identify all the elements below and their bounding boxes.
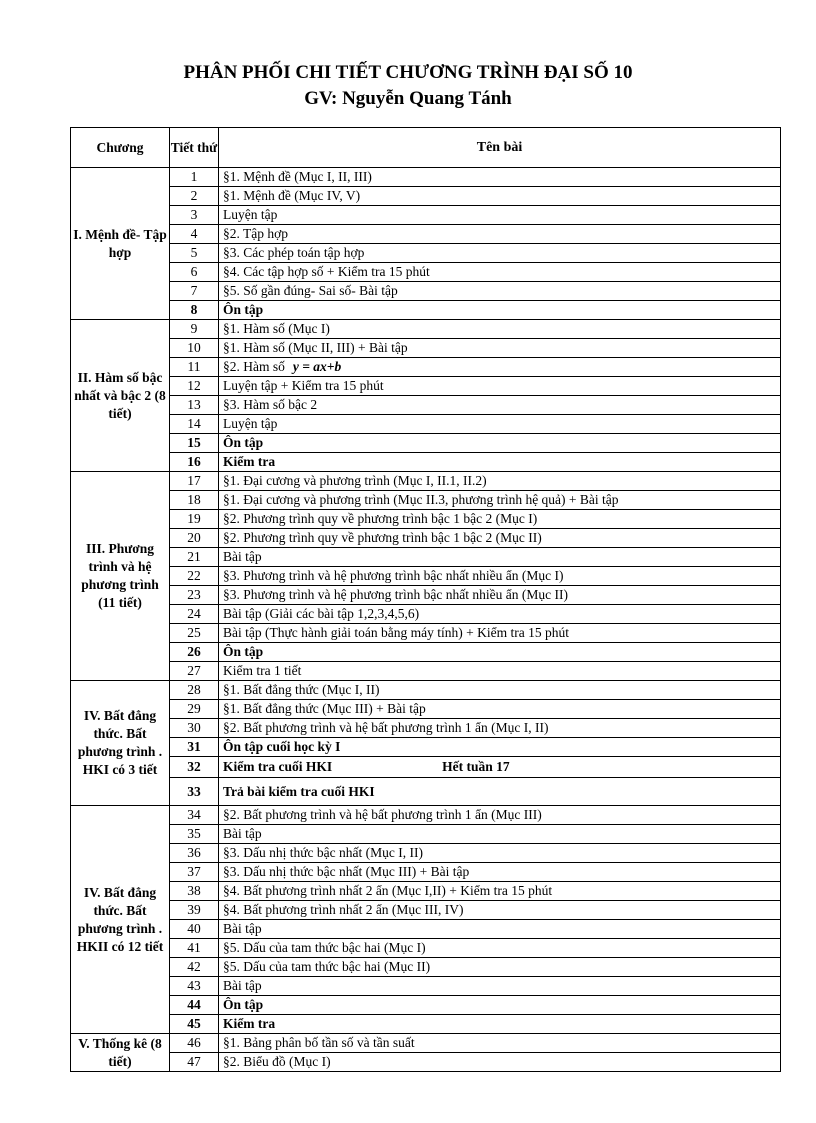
- period-number: 10: [170, 339, 219, 358]
- lesson-title: §3. Phương trình và hệ phương trình bậc nhất nhiều ẩn (Mục I): [223, 568, 564, 583]
- period-number: 37: [170, 863, 219, 882]
- lesson-title: Luyện tập: [223, 416, 278, 431]
- period-number: 11: [170, 358, 219, 377]
- lesson-cell: [219, 206, 781, 225]
- lesson-title: §3. Hàm số bậc 2: [223, 397, 318, 412]
- period-number: 26: [170, 643, 219, 662]
- lesson-title: §4. Bất phương trình nhất 2 ẩn (Mục I,II) + Kiểm tra 15 phút: [223, 883, 553, 898]
- period-number: 36: [170, 844, 219, 863]
- lesson-title: §1. Mệnh đề (Mục IV, V): [223, 188, 361, 203]
- table-row: [71, 757, 781, 778]
- table-row: [71, 263, 781, 282]
- period-number: 25: [170, 624, 219, 643]
- period-number: 27: [170, 662, 219, 681]
- table-row: [71, 396, 781, 415]
- period-number: 9: [170, 320, 219, 339]
- period-number: 20: [170, 529, 219, 548]
- lesson-title: §1. Bất đẳng thức (Mục I, II): [223, 682, 380, 697]
- table-row: [71, 700, 781, 719]
- lesson-cell: [219, 472, 781, 491]
- period-number: 31: [170, 738, 219, 757]
- period-number: 18: [170, 491, 219, 510]
- table-row: [71, 662, 781, 681]
- period-number: 5: [170, 244, 219, 263]
- table-row: [71, 301, 781, 320]
- lesson-cell: [219, 1053, 781, 1072]
- lesson-title: Ôn tập: [223, 644, 264, 659]
- lesson-title: Kiểm tra: [223, 454, 276, 469]
- lesson-cell: [219, 586, 781, 605]
- period-number: 30: [170, 719, 219, 738]
- table-row: [71, 225, 781, 244]
- chapter-name: II. Hàm số bậc nhất và bậc 2 (8 tiết): [71, 320, 170, 472]
- lesson-title: Bài tập: [223, 921, 262, 936]
- table-row: [71, 681, 781, 700]
- period-number: 6: [170, 263, 219, 282]
- lesson-cell: [219, 548, 781, 567]
- lesson-title: §2. Biểu đồ (Mục I): [223, 1054, 331, 1069]
- period-number: 15: [170, 434, 219, 453]
- table-row: [71, 415, 781, 434]
- lesson-cell: [219, 358, 781, 377]
- period-number: 46: [170, 1034, 219, 1053]
- teacher-name: GV: Nguyễn Quang Tánh: [304, 88, 512, 109]
- lesson-cell: [219, 491, 781, 510]
- lesson-cell: [219, 434, 781, 453]
- lesson-title: Kiểm tra cuối HKI: [223, 759, 333, 774]
- table-row: [71, 977, 781, 996]
- lesson-title: Trả bài kiểm tra cuối HKI: [223, 783, 375, 799]
- table-row: [71, 882, 781, 901]
- period-number: 22: [170, 567, 219, 586]
- lesson-cell: [219, 806, 781, 825]
- period-number: 45: [170, 1015, 219, 1034]
- lesson-cell: [219, 719, 781, 738]
- period-number: 17: [170, 472, 219, 491]
- period-number: 8: [170, 301, 219, 320]
- lesson-cell: [219, 225, 781, 244]
- table-row: [71, 472, 781, 491]
- period-number: 42: [170, 958, 219, 977]
- table-row: [71, 548, 781, 567]
- lesson-cell: [219, 396, 781, 415]
- table-row: [71, 187, 781, 206]
- lesson-cell: [219, 662, 781, 681]
- chapter-name: I. Mệnh đề- Tập hợp: [71, 168, 170, 320]
- lesson-note: Hết tuần 17: [442, 759, 510, 774]
- chapter-name: IV. Bất đẳng thức. Bất phương trình . HKI có 3 tiết: [71, 681, 170, 806]
- table-row: [71, 586, 781, 605]
- lesson-cell: [219, 415, 781, 434]
- lesson-title: §2. Bất phương trình và hệ bất phương trình 1 ẩn (Mục III): [223, 807, 542, 822]
- lesson-cell: [219, 339, 781, 358]
- table-row: [71, 282, 781, 301]
- lesson-cell: [219, 681, 781, 700]
- period-number: 32: [170, 757, 219, 778]
- lesson-cell: [219, 263, 781, 282]
- period-number: 29: [170, 700, 219, 719]
- lesson-title: Luyện tập: [223, 207, 278, 222]
- lesson-cell: [219, 844, 781, 863]
- header-chapter: Chương: [71, 128, 170, 168]
- table-row: [71, 624, 781, 643]
- lesson-cell: [219, 567, 781, 586]
- lesson-formula: y = ax+b: [292, 359, 342, 374]
- table-row: [71, 491, 781, 510]
- period-number: 3: [170, 206, 219, 225]
- header-lesson: Tên bài: [219, 128, 781, 168]
- table-row: [71, 1015, 781, 1034]
- table-row: [71, 863, 781, 882]
- period-number: 24: [170, 605, 219, 624]
- chapter-name: V. Thống kê (8 tiết): [71, 1034, 170, 1072]
- table-row: [71, 244, 781, 263]
- table-row: [71, 738, 781, 757]
- lesson-title: §5. Dấu của tam thức bậc hai (Mục I): [223, 940, 426, 955]
- table-row: [71, 920, 781, 939]
- lesson-cell: [219, 920, 781, 939]
- lesson-title: §3. Dấu nhị thức bậc nhất (Mục I, II): [223, 845, 424, 860]
- lesson-cell: [219, 977, 781, 996]
- period-number: 12: [170, 377, 219, 396]
- table-row: [71, 1034, 781, 1053]
- lesson-title: Ôn tập cuối học kỳ I: [223, 739, 341, 754]
- lesson-title: Bài tập: [223, 549, 262, 564]
- lesson-title: §5. Số gần đúng- Sai số- Bài tập: [223, 283, 398, 298]
- period-number: 47: [170, 1053, 219, 1072]
- table-row: [71, 168, 781, 187]
- period-number: 41: [170, 939, 219, 958]
- curriculum-body: [71, 168, 781, 1072]
- lesson-cell: [219, 320, 781, 339]
- lesson-title: Bài tập (Giải các bài tập 1,2,3,4,5,6): [223, 606, 420, 621]
- period-number: 16: [170, 453, 219, 472]
- lesson-cell: [219, 757, 781, 778]
- lesson-title: Ôn tập: [223, 302, 264, 317]
- lesson-cell: [219, 244, 781, 263]
- lesson-title: §3. Phương trình và hệ phương trình bậc nhất nhiều ẩn (Mục II): [223, 587, 568, 602]
- table-row: [71, 434, 781, 453]
- period-number: 23: [170, 586, 219, 605]
- lesson-title: §1. Mệnh đề (Mục I, II, III): [223, 169, 372, 184]
- lesson-cell: [219, 882, 781, 901]
- lesson-cell: [219, 825, 781, 844]
- chapter-name: IV. Bất đẳng thức. Bất phương trình . HKII có 12 tiết: [71, 806, 170, 1034]
- lesson-title: §1. Bất đẳng thức (Mục III) + Bài tập: [223, 701, 426, 716]
- lesson-title: §1. Hàm số (Mục II, III) + Bài tập: [223, 340, 408, 355]
- table-row: [71, 996, 781, 1015]
- table-row: [71, 643, 781, 662]
- lesson-title: §4. Các tập hợp số + Kiểm tra 15 phút: [223, 264, 430, 279]
- period-number: 14: [170, 415, 219, 434]
- table-row: [71, 453, 781, 472]
- period-number: 13: [170, 396, 219, 415]
- period-number: 1: [170, 168, 219, 187]
- lesson-title: Kiểm tra: [223, 1016, 276, 1031]
- lesson-title: §2. Tập hợp: [223, 226, 289, 241]
- lesson-title: §2. Hàm số: [223, 359, 285, 374]
- chapter-name: III. Phương trình và hệ phương trình (11 tiết): [71, 472, 170, 681]
- lesson-cell: [219, 605, 781, 624]
- lesson-title: §5. Dấu của tam thức bậc hai (Mục II): [223, 959, 431, 974]
- lesson-cell: [219, 377, 781, 396]
- period-number: 38: [170, 882, 219, 901]
- table-row: [71, 806, 781, 825]
- period-number: 39: [170, 901, 219, 920]
- curriculum-table: [70, 127, 781, 1072]
- lesson-title: §1. Đại cương và phương trình (Mục II.3, phương trình hệ quả) + Bài tập: [223, 492, 619, 507]
- lesson-cell: [219, 996, 781, 1015]
- period-number: 21: [170, 548, 219, 567]
- table-row: [71, 510, 781, 529]
- lesson-cell: [219, 643, 781, 662]
- period-number: 35: [170, 825, 219, 844]
- lesson-cell: [219, 939, 781, 958]
- table-row: [71, 358, 781, 377]
- lesson-cell: [219, 700, 781, 719]
- lesson-title: §4. Bất phương trình nhất 2 ẩn (Mục III, IV): [223, 902, 464, 917]
- table-row: [71, 778, 781, 806]
- table-row: [71, 1053, 781, 1072]
- header-period: Tiết thứ: [170, 128, 219, 168]
- table-row: [71, 339, 781, 358]
- lesson-title: Bài tập: [223, 978, 262, 993]
- table-row: [71, 377, 781, 396]
- table-row: [71, 719, 781, 738]
- lesson-title: §3. Dấu nhị thức bậc nhất (Mục III) + Bài tập: [223, 864, 470, 879]
- table-row: [71, 206, 781, 225]
- lesson-cell: [219, 510, 781, 529]
- period-number: 34: [170, 806, 219, 825]
- lesson-title: Ôn tập: [223, 997, 264, 1012]
- lesson-title: §1. Đại cương và phương trình (Mục I, II.1, II.2): [223, 473, 487, 488]
- period-number: 43: [170, 977, 219, 996]
- table-row: [71, 567, 781, 586]
- lesson-cell: [219, 1034, 781, 1053]
- lesson-title: Ôn tập: [223, 435, 264, 450]
- period-number: 19: [170, 510, 219, 529]
- period-number: 2: [170, 187, 219, 206]
- lesson-title: §2. Bất phương trình và hệ bất phương trình 1 ẩn (Mục I, II): [223, 720, 549, 735]
- table-row: [71, 320, 781, 339]
- table-row: [71, 901, 781, 920]
- lesson-cell: [219, 282, 781, 301]
- lesson-cell: [219, 529, 781, 548]
- document-title: PHÂN PHỐI CHI TIẾT CHƯƠNG TRÌNH ĐẠI SỐ 10: [183, 62, 633, 83]
- lesson-cell: [219, 168, 781, 187]
- lesson-title: §1. Bảng phân bố tần số và tần suất: [223, 1035, 415, 1050]
- lesson-title: Luyện tập + Kiểm tra 15 phút: [223, 378, 384, 393]
- period-number: 33: [170, 778, 219, 806]
- table-row: [71, 605, 781, 624]
- lesson-cell: [219, 453, 781, 472]
- table-row: [71, 958, 781, 977]
- lesson-title: Kiểm tra 1 tiết: [223, 663, 302, 678]
- period-number: 40: [170, 920, 219, 939]
- lesson-title: §1. Hàm số (Mục I): [223, 321, 330, 336]
- table-row: [71, 825, 781, 844]
- lesson-cell: [219, 301, 781, 320]
- lesson-cell: [219, 778, 781, 806]
- lesson-cell: [219, 1015, 781, 1034]
- period-number: 44: [170, 996, 219, 1015]
- period-number: 4: [170, 225, 219, 244]
- period-number: 7: [170, 282, 219, 301]
- lesson-title: Bài tập: [223, 826, 262, 841]
- lesson-cell: [219, 863, 781, 882]
- lesson-cell: [219, 187, 781, 206]
- table-row: [71, 939, 781, 958]
- table-row: [71, 529, 781, 548]
- lesson-title: §2. Phương trình quy về phương trình bậc 1 bậc 2 (Mục II): [223, 530, 542, 545]
- lesson-title: §3. Các phép toán tập hợp: [223, 245, 365, 260]
- lesson-title: Bài tập (Thực hành giải toán bằng máy tính) + Kiểm tra 15 phút: [223, 625, 569, 640]
- lesson-cell: [219, 738, 781, 757]
- period-number: 28: [170, 681, 219, 700]
- table-row: [71, 844, 781, 863]
- lesson-cell: [219, 624, 781, 643]
- lesson-title: §2. Phương trình quy về phương trình bậc 1 bậc 2 (Mục I): [223, 511, 538, 526]
- lesson-cell: [219, 901, 781, 920]
- lesson-cell: [219, 958, 781, 977]
